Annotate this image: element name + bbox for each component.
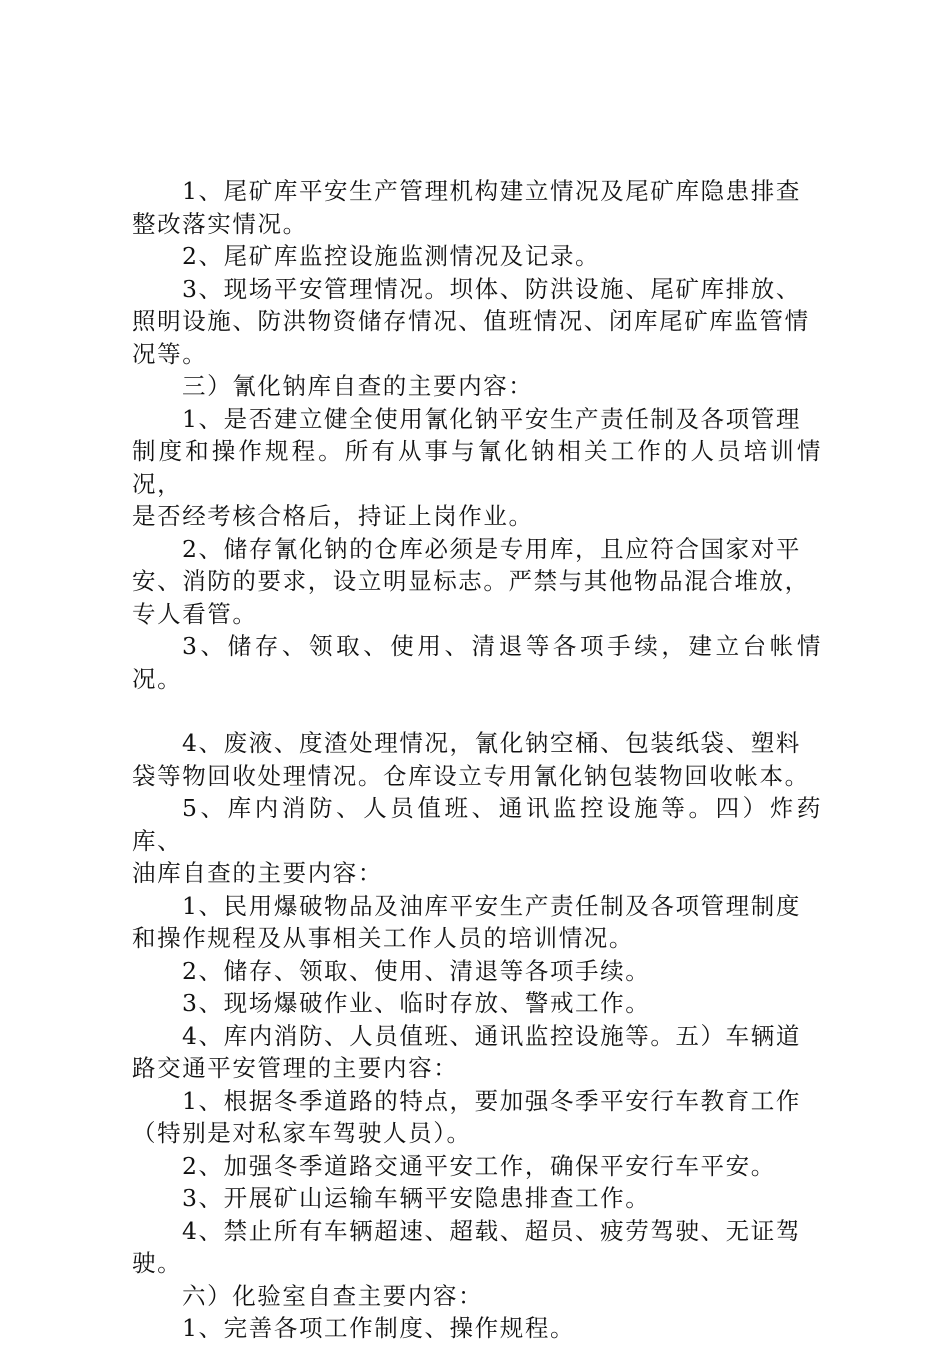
paragraph-traffic-3: 3、开展矿山运输车辆平安隐患排查工作。: [182, 1184, 651, 1212]
paragraph-cyanide-1: 1、是否建立健全使用氰化钠平安生产责任制及各项管理 制度和操作规程。所有从事与氰化钠相关工作的人员培训情况， 是否经考核合格后，持证上岗作业。: [132, 404, 822, 530]
paragraph-gap: [132, 695, 822, 727]
paragraph-explosives-3: 3、现场爆破作业、临时存放、警戒工作。: [182, 989, 651, 1017]
paragraph-tailings-3: 3、现场平安管理情况。坝体、防洪设施、尾矿库排放、 照明设施、防洪物资储存情况、值班情况、闭库尾矿库监管情 况等。: [132, 274, 810, 368]
paragraph-cyanide-5: 5、库内消防、人员值班、通讯监控设施等。四）炸药库、 油库自查的主要内容：: [132, 794, 822, 887]
paragraph-explosives-4: 4、库内消防、人员值班、通讯监控设施等。五）车辆道 路交通平安管理的主要内容：: [132, 1021, 801, 1082]
paragraph-cyanide-2: 2、储存氰化钠的仓库必须是专用库，且应符合国家对平 安、消防的要求，设立明显标志。严禁与其他物品混合堆放， 专人看管。: [132, 534, 810, 628]
section-heading-lab: 六）化验室自查主要内容：: [182, 1281, 484, 1310]
paragraph-explosives-2: 2、储存、领取、使用、清退等各项手续。: [182, 956, 651, 985]
document-body: [132, 175, 822, 1345]
paragraph-tailings-1: 1、尾矿库平安生产管理机构建立情况及尾矿库隐患排查 整改落实情况。: [132, 177, 801, 238]
paragraph-explosives-1: 1、民用爆破物品及油库平安生产责任制及各项管理制度 和操作规程及从事相关工作人员的培训情况。: [132, 891, 801, 952]
paragraph-cyanide-3: 3、储存、领取、使用、清退等各项手续，建立台帐情况。: [132, 632, 822, 693]
paragraph-traffic-1: 1、根据冬季道路的特点，要加强冬季平安行车教育工作 （特别是对私家车驾驶人员）。: [132, 1086, 801, 1147]
paragraph-tailings-2: 2、尾矿库监控设施监测情况及记录。: [182, 242, 601, 270]
paragraph-lab-1: 1、完善各项工作制度、操作规程。: [182, 1314, 576, 1342]
section-heading-cyanide: 三）氰化钠库自查的主要内容：: [182, 372, 534, 400]
paragraph-traffic-4: 4、禁止所有车辆超速、超载、超员、疲劳驾驶、无证驾 驶。: [132, 1216, 801, 1277]
paragraph-traffic-2: 2、加强冬季道路交通平安工作，确保平安行车平安。: [182, 1151, 776, 1180]
paragraph-cyanide-4: 4、废液、度渣处理情况，氰化钠空桶、包装纸袋、塑料 袋等物回收处理情况。仓库设立专用氰化钠包装物回收帐本。: [132, 729, 810, 790]
